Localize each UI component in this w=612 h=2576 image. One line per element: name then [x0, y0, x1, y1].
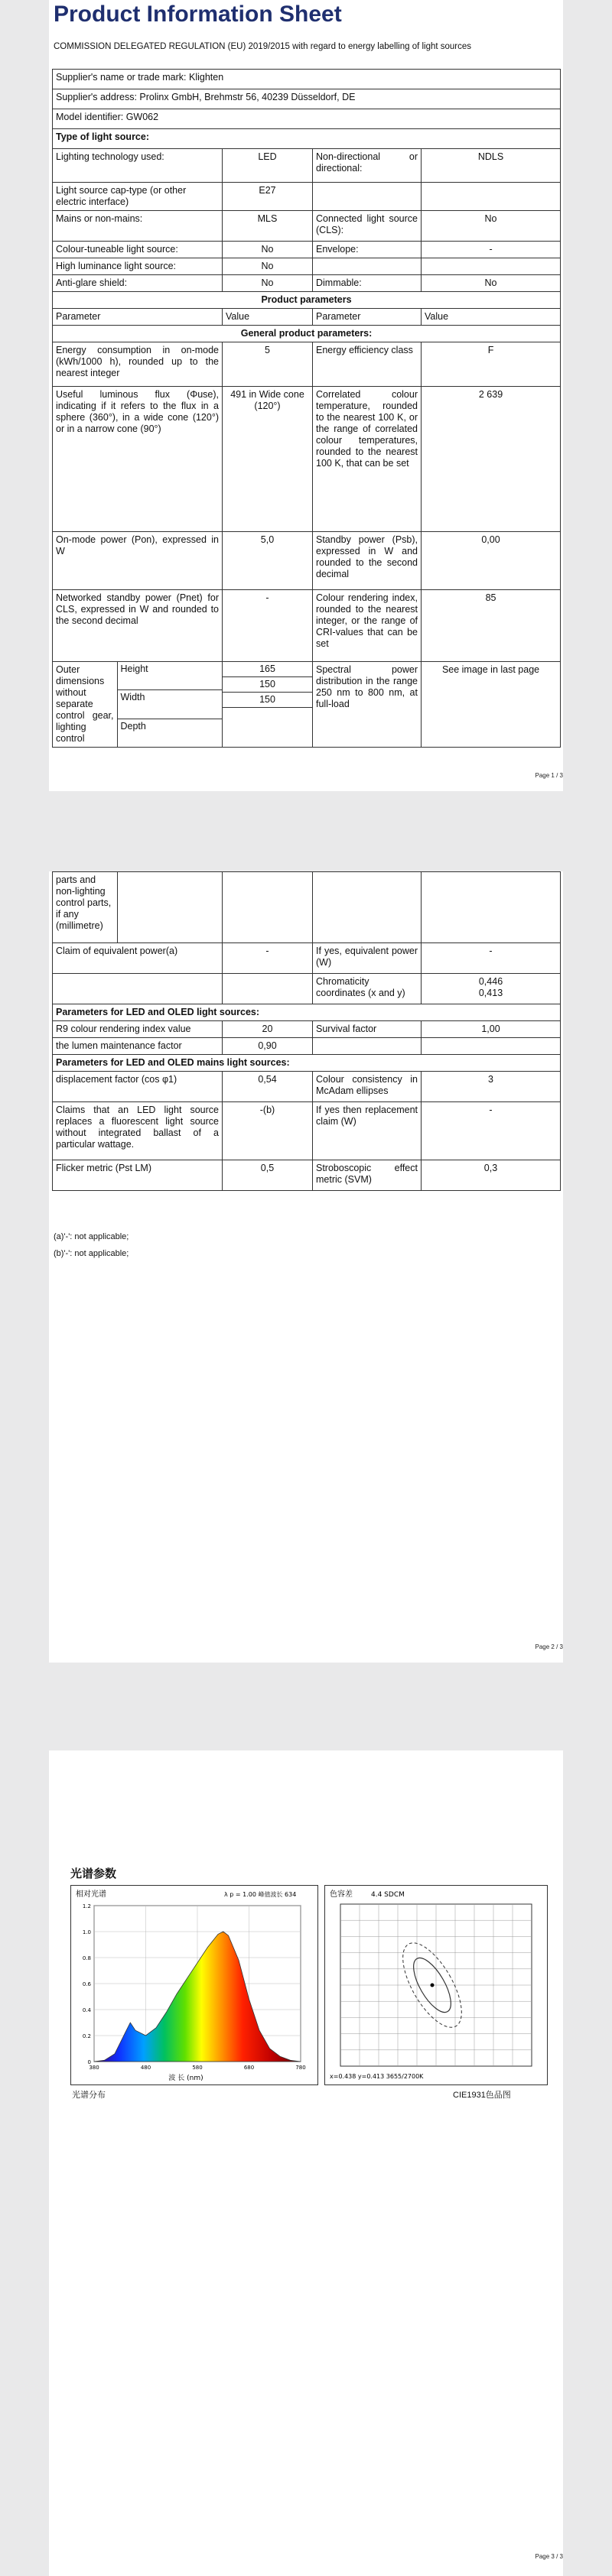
chromaticity-y: 0,413 [478, 988, 503, 998]
envelope-label: Envelope: [313, 242, 422, 258]
claims-value: -(b) [223, 1102, 313, 1160]
height-value: 165 [223, 662, 312, 677]
efficiency-value: F [422, 342, 561, 387]
chromaticity-chart [324, 1885, 548, 2085]
chromaticity-values [422, 974, 561, 1004]
connected-label: Connected light source (CLS): [313, 211, 422, 242]
chromaticity-empty-1 [53, 974, 223, 1004]
page-number-2: Page 2 / 3 [535, 1643, 563, 1650]
outer-dims-cont-empty-3 [422, 872, 561, 943]
onmode-value: 5,0 [223, 532, 313, 590]
chromaticity-title: 色容差 [330, 1890, 353, 1899]
spectrum-x-tick: 680 [243, 2065, 255, 2071]
spectrum-y-tick: 0.6 [82, 1981, 91, 1987]
flux-label: Useful luminous flux (Φuse), indicating if it refers to the flux in a sphere (360°), in a wide cone (120°) or in a narrow cone (90°) [53, 387, 223, 532]
lumen-maint-empty-1 [313, 1038, 422, 1055]
outer-dims-cont-cell [53, 872, 223, 943]
cct-value: 2 639 [422, 387, 561, 532]
colour-tuneable-value: No [223, 242, 313, 258]
spectrum-y-tick: 1.2 [82, 1903, 91, 1909]
lighting-technology-value: LED [223, 149, 313, 183]
page-number-3: Page 3 / 3 [535, 2553, 563, 2560]
outer-dims-cont: parts and non-lighting control parts, if any (millimetre) [53, 872, 118, 942]
spectrum-x-tick: 480 [140, 2065, 151, 2071]
spectrum-y-tick: 0.4 [82, 2007, 91, 2013]
led-params-header: Parameters for LED and OLED light sources: [53, 1004, 561, 1021]
mains-value: MLS [223, 211, 313, 242]
supplier-address: Supplier's address: Prolinx GmbH, Brehmstr 56, 40239 Düsseldorf, DE [53, 89, 561, 109]
width-label: Width [117, 690, 222, 719]
spectral-value: See image in last page [422, 662, 561, 748]
networked-label: Networked standby power (Pnet) for CLS, expressed in W and rounded to the second decimal [53, 590, 223, 662]
outer-dims-values-cell [223, 662, 313, 748]
consistency-label: Colour consistency in McAdam ellipses [313, 1072, 422, 1102]
energy-value: 5 [223, 342, 313, 387]
page-3 [49, 1750, 563, 2576]
sheet-title: Product Information Sheet [54, 2, 342, 27]
lumen-maint-label: the lumen maintenance factor [53, 1038, 223, 1055]
mains-label: Mains or non-mains: [53, 211, 223, 242]
stroboscopic-label: Stroboscopic effect metric (SVM) [313, 1160, 422, 1191]
spectrum-chart [70, 1885, 318, 2085]
anti-glare-value: No [223, 275, 313, 292]
chromaticity-label: Chromaticity coordinates (x and y) [313, 974, 422, 1004]
displacement-label: displacement factor (cos φ1) [53, 1072, 223, 1102]
chromaticity-caption: CIE1931色品图 [453, 2091, 511, 2100]
lumen-maint-value: 0,90 [223, 1038, 313, 1055]
spectral-label: Spectral power distribution in the range 250 nm to 800 nm, at full-load [313, 662, 422, 748]
model-identifier: Model identifier: GW062 [53, 109, 561, 129]
spectrum-x-tick: 780 [295, 2065, 306, 2071]
efficiency-label: Energy efficiency class [313, 342, 422, 387]
standby-value: 0,00 [422, 532, 561, 590]
spectrum-x-axis-label: 波 长 (nm) [168, 2075, 203, 2082]
footnote-a: (a)'-': not applicable; [54, 1232, 129, 1241]
spectrum-y-tick: 0.8 [82, 1955, 91, 1961]
cri-label: Colour rendering index, rounded to the nearest integer, or the range of CRI-values that can be set [313, 590, 422, 662]
spectrum-y-tick: 0 [87, 2059, 91, 2065]
chromaticity-empty-2 [223, 974, 313, 1004]
equiv-power-label: Claim of equivalent power(a) [53, 943, 223, 974]
depth-value: 150 [223, 693, 312, 708]
width-value: 150 [223, 677, 312, 693]
spectrum-x-tick: 580 [192, 2065, 203, 2071]
anti-glare-label: Anti-glare shield: [53, 275, 223, 292]
cap-type-empty-1 [313, 183, 422, 211]
spectrum-title: 相对光谱 [76, 1890, 106, 1899]
cct-label: Correlated colour temperature, rounded to the nearest 100 K, or the range of correlated colour temperatures, rounded to the nearest 100 K, that can be set [313, 387, 422, 532]
high-luminance-empty-2 [422, 258, 561, 275]
envelope-value: - [422, 242, 561, 258]
spectrum-caption: 光谱分布 [72, 2091, 106, 2100]
lumen-maint-empty-2 [422, 1038, 561, 1055]
outer-dims-cont-empty-1 [223, 872, 313, 943]
non-directional-value: NDLS [422, 149, 561, 183]
depth-label: Depth [117, 719, 222, 747]
col-parameter-1: Parameter [53, 309, 223, 326]
page-1 [49, 0, 563, 791]
cri-value: 85 [422, 590, 561, 662]
dimmable-label: Dimmable: [313, 275, 422, 292]
displacement-value: 0,54 [223, 1072, 313, 1102]
networked-value: - [223, 590, 313, 662]
high-luminance-label: High luminance light source: [53, 258, 223, 275]
claims-label: Claims that an LED light source replaces a fluorescent light source without integrated ballast of a particular wattage. [53, 1102, 223, 1160]
energy-label: Energy consumption in on-mode (kWh/1000 h), rounded up to the nearest integer [53, 342, 223, 387]
chromaticity-x: 0,446 [478, 976, 503, 987]
regulation-subtitle: COMMISSION DELEGATED REGULATION (EU) 2019/2015 with regard to energy labelling of light sources [54, 42, 472, 51]
outer-dims-cont-empty-2 [313, 872, 422, 943]
info-table-continued [52, 871, 561, 1191]
chromaticity-readout: x=0.438 y=0.413 3655/2700K [330, 2073, 424, 2080]
col-value-2: Value [422, 309, 561, 326]
spectrum-figure [70, 1865, 560, 2117]
page-number-1: Page 1 / 3 [535, 772, 563, 779]
survival-label: Survival factor [313, 1021, 422, 1038]
chromaticity-point [431, 1984, 435, 1987]
equiv-yes-value: - [422, 943, 561, 974]
cap-type-value: E27 [223, 183, 313, 211]
chromaticity-grid [340, 1904, 532, 2066]
replacement-value: - [422, 1102, 561, 1160]
high-luminance-value: No [223, 258, 313, 275]
high-luminance-empty-1 [313, 258, 422, 275]
equiv-power-value: - [223, 943, 313, 974]
section-title: 光谱参数 [70, 1867, 117, 1880]
supplier-name: Supplier's name or trade mark: Klighten [53, 70, 561, 89]
r9-label: R9 colour rendering index value [53, 1021, 223, 1038]
r9-value: 20 [223, 1021, 313, 1038]
consistency-value: 3 [422, 1072, 561, 1102]
equiv-yes-label: If yes, equivalent power (W) [313, 943, 422, 974]
lighting-technology-label: Lighting technology used: [53, 149, 223, 183]
cap-type-empty-2 [422, 183, 561, 211]
general-parameters-header: General product parameters: [53, 326, 561, 342]
footnote-b: (b)'-': not applicable; [54, 1249, 129, 1258]
colour-tuneable-label: Colour-tuneable light source: [53, 242, 223, 258]
info-table [52, 69, 561, 748]
height-label: Height [117, 662, 222, 690]
product-parameters-header: Product parameters [53, 292, 561, 309]
non-directional-label: Non-directional or directional: [313, 149, 422, 183]
spectrum-y-tick: 1.0 [82, 1929, 91, 1935]
type-of-light-source: Type of light source: [53, 129, 561, 149]
outer-dims-label: Outer dimensions without separate control gear, lighting control [53, 662, 117, 747]
page-2 [49, 871, 563, 1663]
stroboscopic-value: 0,3 [422, 1160, 561, 1191]
cap-type-label: Light source cap-type (or other electric interface) [53, 183, 223, 211]
flux-value: 491 in Wide cone (120°) [223, 387, 313, 532]
mains-params-header: Parameters for LED and OLED mains light sources: [53, 1055, 561, 1072]
spectrum-y-tick: 0.2 [82, 2033, 91, 2039]
dimmable-value: No [422, 275, 561, 292]
col-value-1: Value [223, 309, 313, 326]
spectrum-x-tick: 380 [89, 2065, 99, 2071]
outer-dims-cell [53, 662, 223, 748]
flicker-value: 0,5 [223, 1160, 313, 1191]
chromaticity-sdcm: 4.4 SDCM [371, 1891, 405, 1899]
connected-value: No [422, 211, 561, 242]
outer-dims-table [53, 662, 222, 747]
flicker-label: Flicker metric (Pst LM) [53, 1160, 223, 1191]
spectrum-peak-note: λ p = 1.00 峰值波长 634 [224, 1891, 297, 1898]
onmode-label: On-mode power (Pon), expressed in W [53, 532, 223, 590]
standby-label: Standby power (Psb), expressed in W and rounded to the second decimal [313, 532, 422, 590]
survival-value: 1,00 [422, 1021, 561, 1038]
col-parameter-2: Parameter [313, 309, 422, 326]
replacement-label: If yes then replacement claim (W) [313, 1102, 422, 1160]
